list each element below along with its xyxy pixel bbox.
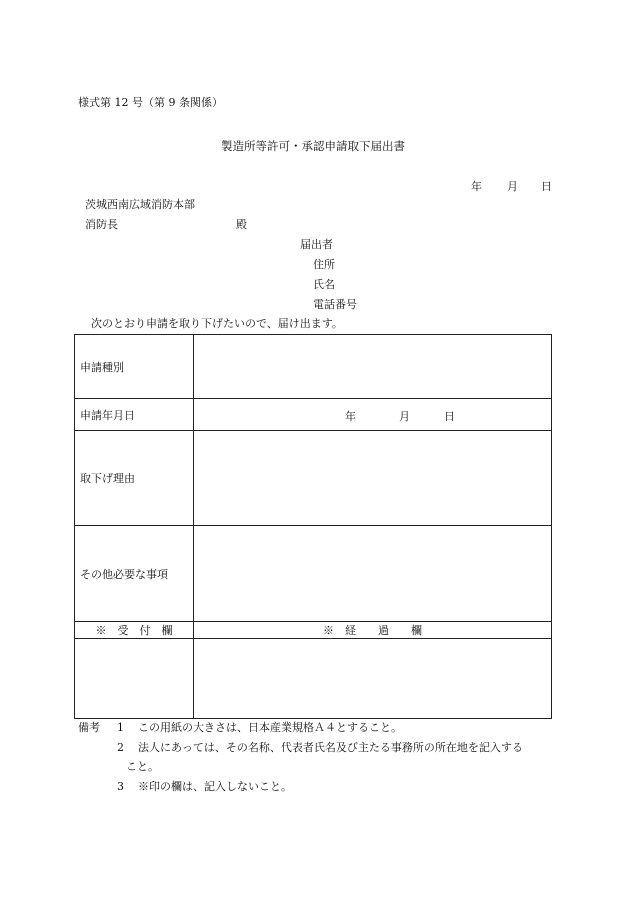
progress-field bbox=[194, 639, 552, 719]
date-day-label: 日 bbox=[541, 180, 552, 193]
document-title: 製造所等許可・承認申請取下届出書 bbox=[221, 139, 405, 153]
row-office-use bbox=[75, 639, 552, 719]
withdrawal-reason-label: 取下げ理由 bbox=[75, 431, 194, 526]
intro-text: 次のとおり申請を取り下げたいので、届け出ます。 bbox=[91, 317, 343, 330]
row-application-date bbox=[75, 399, 552, 431]
application-type-field[interactable] bbox=[194, 335, 552, 399]
date-year-label: 年 bbox=[471, 180, 482, 193]
note-2-continuation: こと。 bbox=[126, 760, 159, 773]
note-3-number: 3 bbox=[117, 780, 124, 793]
recipient-chief: 消防長 bbox=[85, 218, 118, 231]
reception-field bbox=[75, 639, 194, 719]
application-type-label: 申請種別 bbox=[75, 335, 194, 399]
note-1-number: 1 bbox=[117, 721, 124, 734]
application-date-year: 年 bbox=[345, 409, 356, 423]
withdrawal-reason-field[interactable] bbox=[194, 431, 552, 526]
application-date-field[interactable] bbox=[194, 399, 552, 431]
application-date-label: 申請年月日 bbox=[75, 399, 194, 431]
notes-label: 備考 bbox=[78, 721, 100, 734]
applicant-label: 届出者 bbox=[300, 238, 333, 251]
withdrawal-form-table bbox=[74, 334, 552, 719]
recipient-org: 茨城西南広域消防本部 bbox=[85, 198, 195, 211]
progress-column-header: ※ 経 過 欄 bbox=[194, 622, 552, 639]
reception-column-header: ※ 受 付 欄 bbox=[75, 622, 194, 639]
date-month-label: 月 bbox=[507, 180, 518, 193]
note-3-text: ※印の欄は、記入しないこと。 bbox=[138, 780, 292, 793]
application-date-month: 月 bbox=[399, 409, 410, 423]
note-2-number: 2 bbox=[117, 741, 124, 754]
row-other-matters bbox=[75, 526, 552, 622]
other-matters-label: その他必要な事項 bbox=[75, 526, 194, 622]
applicant-address-label: 住所 bbox=[313, 258, 335, 271]
row-withdrawal-reason bbox=[75, 431, 552, 526]
form-number: 様式第 12 号（第 9 条関係） bbox=[78, 96, 223, 109]
recipient-honorific: 殿 bbox=[236, 218, 247, 231]
row-application-type bbox=[75, 335, 552, 399]
row-office-headers bbox=[75, 622, 552, 639]
applicant-phone-label: 電話番号 bbox=[313, 298, 357, 311]
note-2-text: 法人にあっては、その名称、代表者氏名及び主たる事務所の所在地を記入する bbox=[138, 741, 523, 754]
applicant-name-label: 氏名 bbox=[313, 278, 335, 291]
other-matters-field[interactable] bbox=[194, 526, 552, 622]
application-date-day: 日 bbox=[444, 409, 455, 423]
note-1-text: この用紙の大きさは、日本産業規格Ａ４とすること。 bbox=[138, 721, 402, 734]
